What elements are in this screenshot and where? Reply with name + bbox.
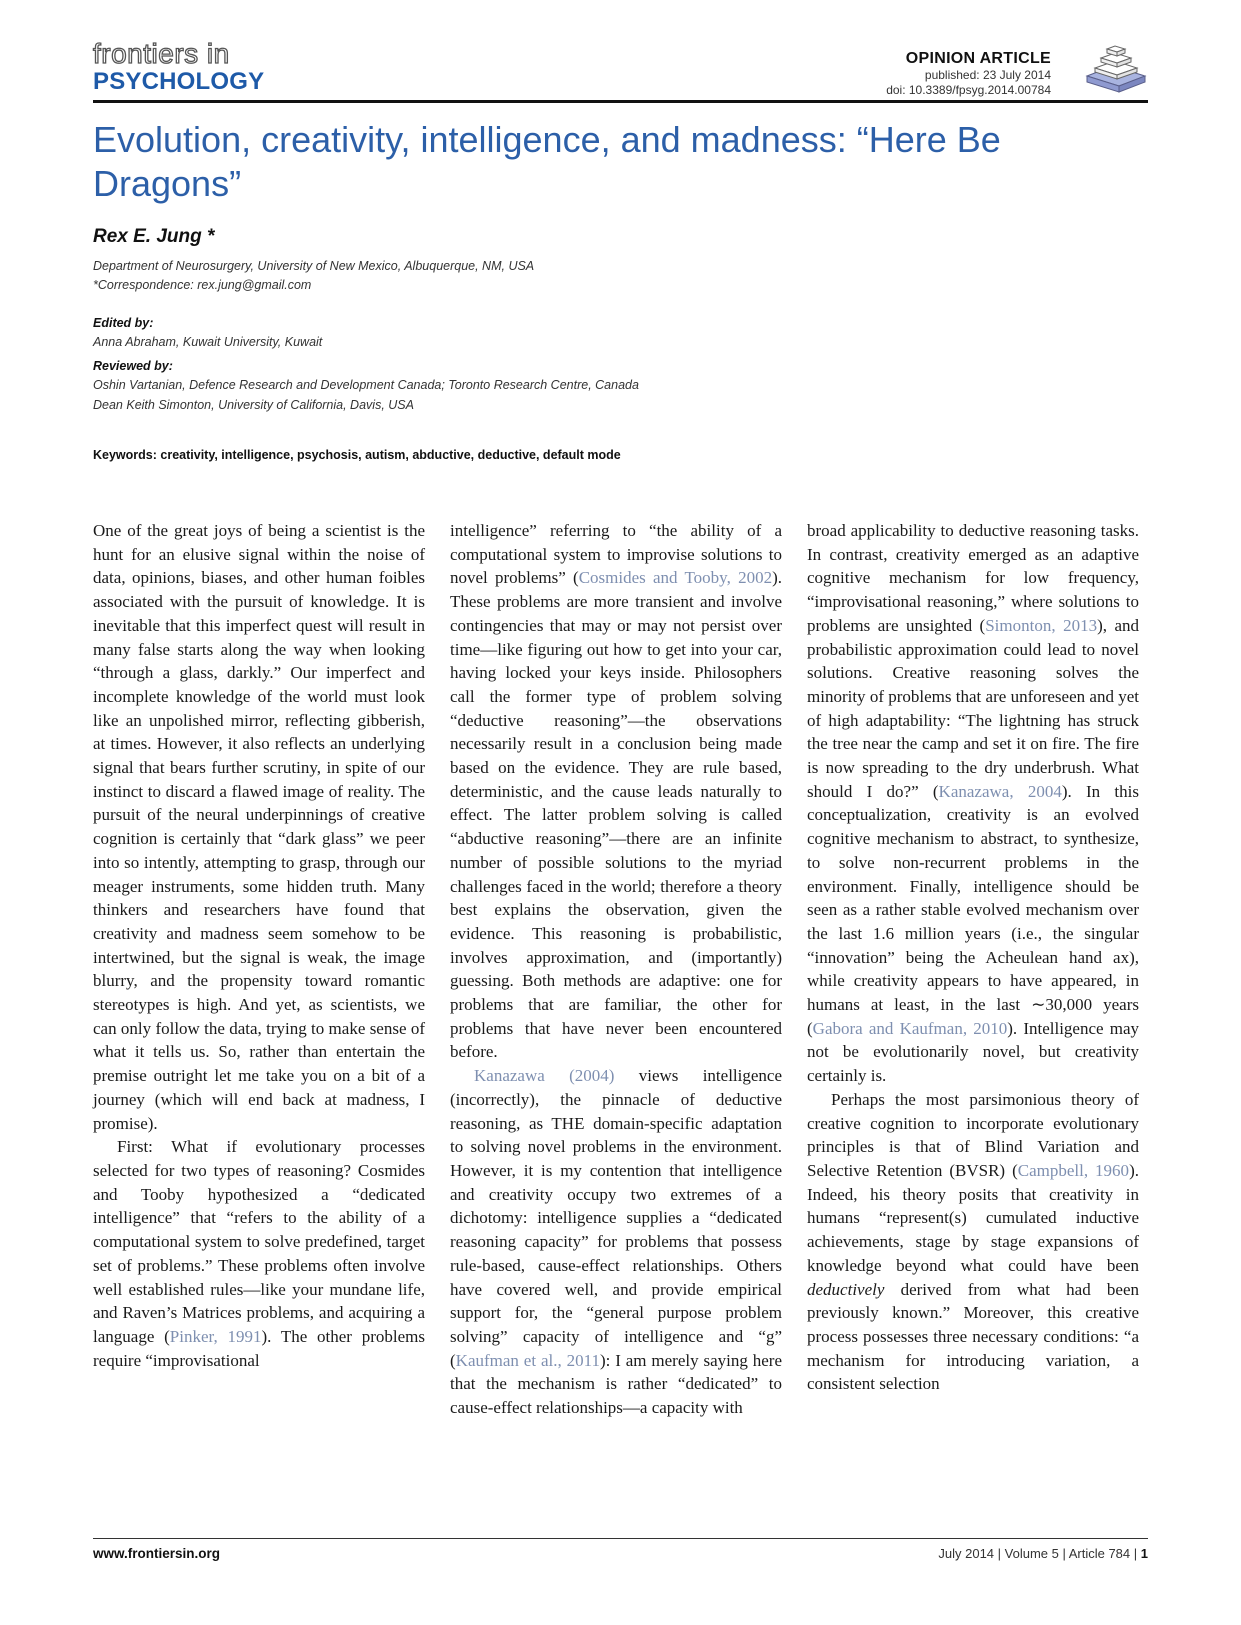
journal-logo-top: frontiers in — [93, 38, 230, 69]
published-date: published: 23 July 2014 — [924, 68, 1051, 82]
footer-citation — [938, 1546, 1148, 1561]
footer-rule — [93, 1538, 1148, 1539]
journal-website[interactable]: www.frontiersin.org — [93, 1546, 221, 1561]
citation-link[interactable]: Kanazawa, 2004 — [938, 781, 1062, 801]
body-column-1 — [93, 519, 425, 1372]
paragraph — [93, 519, 425, 1135]
paragraph — [450, 1064, 782, 1420]
paragraph-text: derived from what had been previously known.” Moreover, this creative process possesses three necessary conditions: “a mechanism for introducing variation, a consistent selection — [807, 1279, 1139, 1394]
page-number: 1 — [1140, 1546, 1148, 1561]
article-type-icon — [1085, 42, 1147, 94]
reviewer-2: Dean Keith Simonton, University of California, Davis, USA — [93, 398, 414, 412]
paragraph-text: ). Intelligence may not be evolutionarily novel, but creativity certainly is. — [807, 1018, 1139, 1086]
paragraph-text: ). In this conceptualization, creativity is an evolved cognitive mechanism to abstract, to synthesize, to solve non-recurrent problems in the environment. Finally, intelligence should be seen as a rather stable evolved mechanism over the last 1.6 million years (i.e., the singular “innovation” being the Acheulean hand ax), while creativity appears to have appeared, in humans at least, in the last ∼30,000 years ( — [807, 781, 1139, 1038]
paragraph — [450, 519, 782, 1064]
citation-link[interactable]: Gabora and Kaufman, 2010 — [812, 1018, 1008, 1038]
paragraph-text: views intelligence (incorrectly), the pinnacle of deductive reasoning, as THE domain-specific adaptation to solving novel problems in the environment. However, it is my contention that intelligence and creativity occupy two extremes of a dichotomy: intelligence supplies a “dedicated reasoning capacity” for problems that possess rule-based, cause-effect relationships. Others have covered well, and provide empirical support for, the “general purpose problem solving” capacity of intelligence and “g” ( — [450, 1066, 782, 1370]
article-type: OPINION ARTICLE — [905, 50, 1051, 67]
article-title: Evolution, creativity, intelligence, and madness: “Here Be Dragons” — [93, 119, 1001, 204]
header-rule — [93, 100, 1148, 103]
journal-logo-bottom: PSYCHOLOGY — [93, 68, 265, 95]
keywords-list: creativity, intelligence, psychosis, autism, abductive, deductive, default mode — [160, 448, 621, 462]
article-info — [886, 50, 1051, 98]
paragraph — [93, 1135, 425, 1372]
body-column-3 — [807, 519, 1139, 1396]
paragraph — [807, 519, 1139, 1088]
citation-info: July 2014 | Volume 5 | Article 784 | — [938, 1546, 1138, 1561]
citation-link[interactable]: Kaufman et al., 2011 — [455, 1350, 600, 1370]
reviewed-by-label: Reviewed by: — [93, 359, 173, 373]
edited-by-label: Edited by: — [93, 316, 154, 330]
citation-link[interactable]: Pinker, 1991 — [169, 1326, 262, 1346]
paragraph-text: ): I am merely saying here that the mechanism is rather “dedicated” to cause-effect relationships—a capacity with — [450, 1350, 782, 1418]
doi[interactable]: doi: 10.3389/fpsyg.2014.00784 — [886, 83, 1051, 97]
paragraph-text: intelligence” referring to “the ability of a computational system to improvise solutions to novel problems” ( — [450, 521, 782, 588]
paragraph-text: broad applicability to deductive reasoning tasks. In contrast, creativity emerged as an adaptive cognitive mechanism for low frequency, “improvisational reasoning,” where solutions to problems are unsighted ( — [807, 521, 1139, 635]
citation-link[interactable]: Cosmides and Tooby, 2002 — [578, 568, 773, 588]
correspondence: *Correspondence: rex.jung@gmail.com — [93, 278, 312, 292]
citation-link[interactable]: Simonton, 2013 — [985, 615, 1098, 635]
body-column-2 — [450, 519, 782, 1420]
paragraph — [807, 1088, 1139, 1396]
reviewer-1: Oshin Vartanian, Defence Research and Development Canada; Toronto Research Centre, Canada — [93, 378, 639, 392]
affiliation: Department of Neurosurgery, University of New Mexico, Albuquerque, NM, USA — [93, 259, 535, 273]
paragraph-text: First: What if evolutionary processes selected for two types of reasoning? Cosmides and Tooby hypothesized a “dedicated intelligence” that “refers to the ability of a computational system to solve predefined, target set of problems.” These problems often involve well established rules—like your mundane life, and Raven’s Matrices problems, and acquiring a language ( — [93, 1137, 425, 1346]
paragraph-text: ). These problems are more transient and involve contingencies that may or may not persist over time—like figuring out how to get into your car, having locked your keys inside. Philosophers call the former type of problem solving “deductive reasoning”—the observations necessarily result in a conclusion being made based on the evidence. They are rule based, deterministic, and the cause leads naturally to effect. The latter problem solving is called “abductive reasoning”—there are an infinite number of possible solutions to the myriad challenges faced in the world; therefore a theory best explains the observation, given the evidence. This reasoning is probabilistic, involves approximation, and (importantly) guessing. Both methods are adaptive: one for problems that are familiar, the other for problems that have never been encountered before. — [450, 568, 782, 1062]
editor: Anna Abraham, Kuwait University, Kuwait — [93, 335, 323, 349]
emphasis: deductively — [807, 1279, 885, 1299]
paragraph-text: ), and probabilistic approximation could lead to novel solutions. Creative reasoning solves the minority of problems that are unforeseen and yet of high adaptability: “The lightning has struck the tree near the camp and set it on fire. The fire is now spreading to the dry underbrush. What should I do?” ( — [807, 615, 1140, 801]
paragraph-text: ). Indeed, his theory posits that creativity in humans “represent(s) cumulated inductive achievements, stage by stage expansions of knowledge beyond what could have been — [807, 1160, 1139, 1275]
paragraph-text: Perhaps the most parsimonious theory of creative cognition to incorporate evolutionary principles is that of Blind Variation and Selective Retention (BVSR) ( — [807, 1089, 1139, 1180]
citation-link[interactable]: Kanazawa (2004) — [474, 1066, 615, 1086]
paragraph-text: One of the great joys of being a scientist is the hunt for an elusive signal within the noise of data, opinions, biases, and other human foibles associated with the pursuit of knowledge. It is inevitable that this imperfect quest will result in many false starts along the way when looking “through a glass, darkly.” Our imperfect and incomplete knowledge of the world must look like an unpolished mirror, reflecting gibberish, at times. However, it also reflects an underlying signal that bears further scrutiny, in spite of our instinct to discard a flawed image of reality. The pursuit of the neural underpinnings of creative cognition is certainly that “dark glass” we peer into so intently, attempting to grasp, through our meager instruments, some hidden truth. Many thinkers and researchers have found that creativity and madness seem somehow to be intertwined, but the signal is weak, the image blurry, and the propensity toward romantic stereotypes is high. And yet, as scientists, we can only follow the data, trying to make sense of what it tells us. So, rather than entertain the premise outright let me take you on a bit of a journey (which will end back at madness, I promise). — [93, 521, 425, 1133]
author-name: Rex E. Jung * — [93, 226, 215, 247]
citation-link[interactable]: Campbell, 1960 — [1017, 1160, 1130, 1180]
keywords — [93, 448, 621, 462]
paragraph-text: ). The other problems require “improvisational — [93, 1326, 425, 1370]
keywords-label: Keywords: — [93, 448, 157, 462]
journal-logo — [93, 40, 264, 96]
